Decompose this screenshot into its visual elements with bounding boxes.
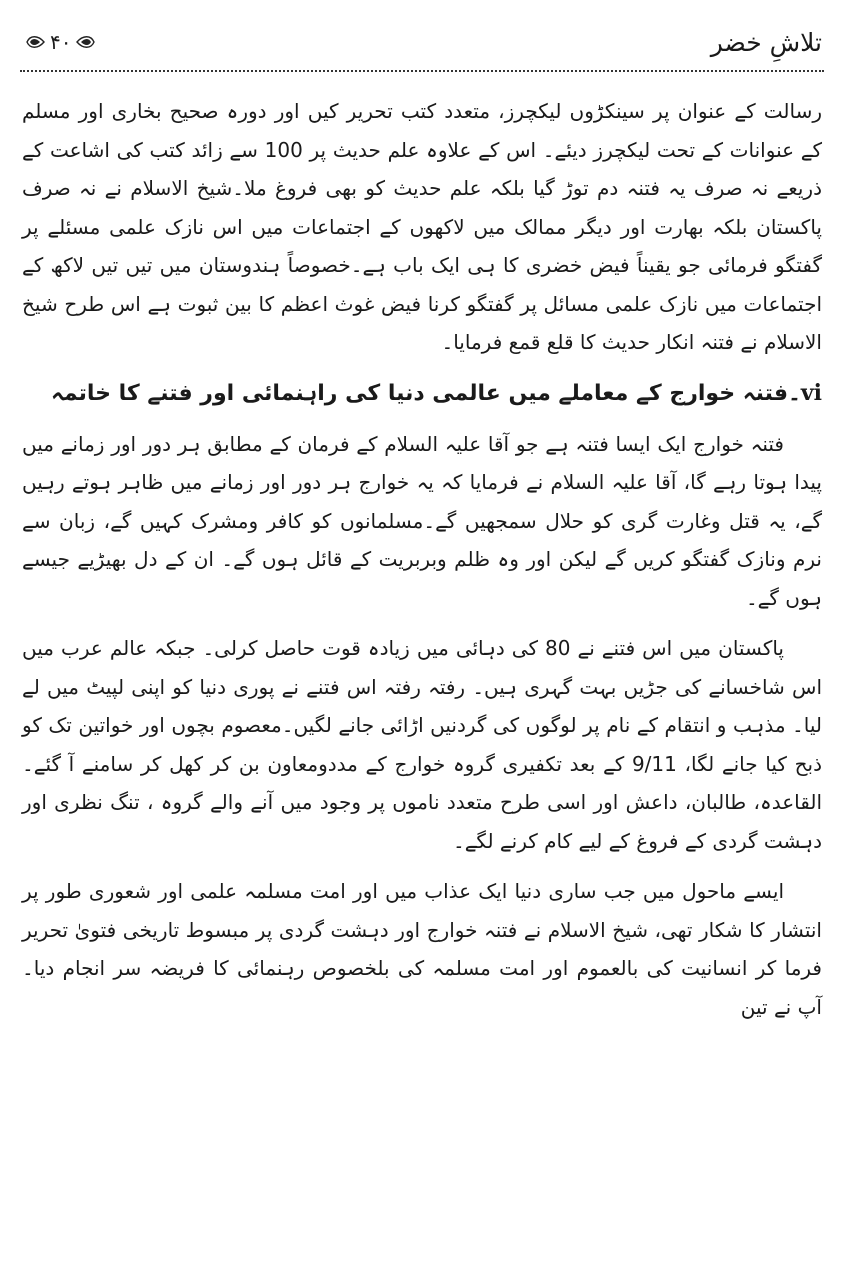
- page-number: ۴۰: [50, 30, 72, 54]
- section-marker: vi: [800, 379, 822, 406]
- page-body: [22, 92, 822, 1026]
- flourish-left-icon: [24, 31, 46, 53]
- paragraph: ایسے ماحول میں جب ساری دنیا ایک عذاب میں اور امت مسلمہ علمی اور شعوری طور پر انتشار کا شکار تھی، شیخ الاسلام نے فتنہ خوارج اور دہشت گردی پر مبسوط تاریخی فتویٰ تحریر فرما کر انسانیت کی بالعموم اور امت مسلمہ کی بلخصوص رہنمائی کا فریضہ سر انجام دیا۔ آپ نے تین: [22, 879, 822, 1019]
- section-heading: [22, 374, 822, 413]
- section-heading-text: ۔فتنہ خوارج کے معاملے میں عالمی دنیا کی راہنمائی اور فتنے کا خاتمہ: [51, 380, 801, 406]
- paragraph: پاکستان میں اس فتنے نے 80 کی دہائی میں زیادہ قوت حاصل کرلی۔ جبکہ عالم عرب میں اس شاخسانے کی جڑیں بہت گہری ہیں۔ رفتہ رفتہ اس فتنے نے پوری دنیا کو اپنی لپیٹ میں لے لیا۔ مذہب و انتقام کے نام پر لوگوں کی گردنیں اڑائی جانے لگیں۔معصوم بچوں اور خواتین تک کو ذبح کیا جانے لگا، 9/11 کے بعد تکفیری گروہ خوارج کے مددومعاون بن کر کھل کر سامنے آ گئے۔ القاعدہ، طالبان، داعش اور اسی طرح متعدد ناموں پر وجود میں آنے والے گروہ ، تنگ نظری اور دہشت گردی کے فروغ کے لیے کام کرنے لگے۔: [22, 636, 822, 853]
- paragraph: رسالت کے عنوان پر سینکڑوں لیکچرز، متعدد کتب تحریر کیں اور دورہ صحیح بخاری اور مسلم کے عنوانات کے تحت لیکچرز دیئے۔ اس کے علاوہ علم حدیث پر 100 سے زائد کتب کی اشاعت کے ذریعے نہ صرف یہ فتنہ دم توڑ گیا بلکہ علم حدیث کو بھی فروغ ملا۔شیخ الاسلام نے نہ صرف پاکستان بلکہ بھارت اور دیگر ممالک میں لاکھوں کے اجتماعات میں اس نازک علمی مسئلے پر گفتگو فرمائی جو یقیناً فیض خضری کا ہی ایک باب ہے۔خصوصاً ہندوستان میں تیں تیں لاکھ کے اجتماعات میں نازک علمی مسائل پر گفتگو کرنا فیض غوث اعظم کا بین ثبوت ہے اس طرح شیخ الاسلام نے فتنہ انکار حدیث کا قلع قمع فرمایا۔: [22, 99, 822, 354]
- paragraph: فتنہ خوارج ایک ایسا فتنہ ہے جو آقا علیہ السلام کے فرمان کے مطابق ہر دور اور زمانے میں پیدا ہوتا رہے گا، آقا علیہ السلام نے فرمایا کہ یہ خوارج ہر دور اور زمانے میں ظاہر ہوتے رہیں گے، یہ قتل وغارت گری کو حلال سمجھیں گے۔مسلمانوں کو کافر ومشرک کہیں گے، زبان سے نرم ونازک گفتگو کریں گے لیکن اور وہ ظلم وبربریت کے قائل ہوں گے۔ ان کے دل بھیڑیے جیسے ہوں گے۔: [22, 431, 822, 610]
- header-divider: [20, 70, 824, 72]
- running-header-title: تلاشِ خضر: [710, 28, 822, 57]
- page-number-ornament: [24, 30, 97, 54]
- page-header: [20, 24, 824, 68]
- flourish-right-icon: [75, 31, 97, 53]
